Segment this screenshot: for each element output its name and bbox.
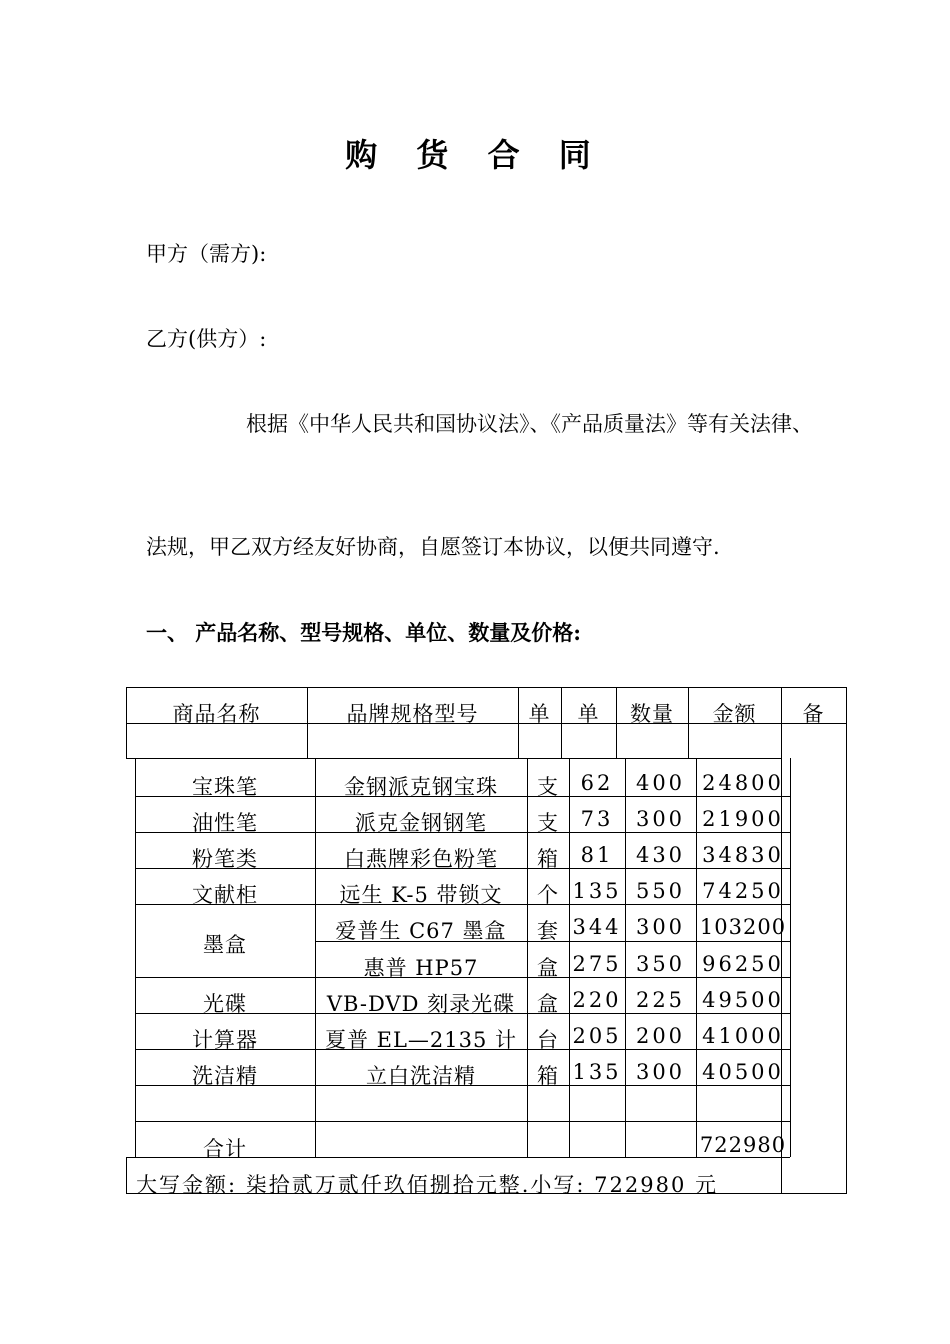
table-cell-name: 粉笔类	[192, 847, 258, 871]
table-cell-spec: 远生 K-5 带锁文	[339, 883, 503, 907]
table-cell-spec: 爱普生 C67 墨盒	[335, 919, 507, 943]
table-cell-amount: 96250	[702, 952, 784, 976]
table-cell-spec: 白燕牌彩色粉笔	[344, 847, 498, 871]
table-border	[126, 1157, 127, 1193]
table-cell-qty: 430	[635, 843, 686, 867]
table-cell-amount: 103200	[699, 915, 787, 939]
table-border	[126, 758, 782, 759]
table-border	[846, 687, 847, 1194]
table-cell-unit: 个	[537, 883, 559, 907]
header-unit: 单	[528, 702, 551, 726]
table-cell-unit: 箱	[537, 847, 559, 871]
table-cell-amount: 41000	[702, 1024, 784, 1048]
table-cell-price: 205	[572, 1024, 622, 1048]
table-cell-spec: 立白洗洁精	[366, 1064, 476, 1088]
table-cell-qty: 350	[635, 952, 686, 976]
table-cell-price: 220	[572, 988, 622, 1012]
header-qty: 数量	[630, 702, 674, 726]
table-cell-price: 73	[580, 807, 614, 831]
table-cell-qty: 200	[635, 1024, 686, 1048]
table-cell-price: 344	[572, 915, 622, 939]
table-cell-name: 文献柜	[192, 883, 258, 907]
total-amount: 722980	[699, 1133, 787, 1157]
table-cell-amount: 49500	[702, 988, 784, 1012]
table-cell-amount: 34830	[702, 843, 784, 867]
table-cell-amount: 21900	[702, 807, 784, 831]
table-cell-qty: 300	[635, 1060, 686, 1084]
table-border	[135, 1121, 790, 1122]
table-cell-amount: 40500	[702, 1060, 784, 1084]
table-cell-unit: 盒	[537, 956, 559, 980]
table-cell-price: 81	[580, 843, 614, 867]
table-cell-name: 洗洁精	[192, 1064, 258, 1088]
table-cell-spec: 惠普 HP57	[363, 956, 479, 980]
table-cell-spec: VB-DVD 刻录光碟	[326, 992, 516, 1016]
total-label: 合计	[203, 1137, 247, 1161]
header-name: 商品名称	[172, 702, 261, 726]
table-border	[790, 758, 791, 1157]
header-remark: 备	[802, 702, 825, 726]
amount-in-words: 大写金额: 柒拾贰万贰仟玖佰捌拾元整.小写: 722980 元	[136, 1173, 719, 1197]
table-cell-price: 135	[572, 1060, 622, 1084]
table-cell-unit: 箱	[537, 1064, 559, 1088]
section-1-heading: 一、 产品名称、型号规格、单位、数量及价格:	[146, 620, 582, 645]
header-amount: 金额	[712, 702, 757, 726]
table-cell-unit: 支	[537, 775, 559, 799]
table-cell-unit: 盒	[537, 992, 559, 1016]
table-cell-spec: 夏普 EL—2135 计	[324, 1028, 518, 1052]
table-cell-price: 62	[580, 771, 614, 795]
table-cell-spec: 派克金钢钢笔	[355, 811, 487, 835]
table-cell-amount: 74250	[702, 879, 784, 903]
table-cell-name: 墨盒	[203, 933, 247, 957]
table-cell-qty: 400	[635, 771, 686, 795]
table-cell-qty: 225	[635, 988, 686, 1012]
table-cell-price: 135	[572, 879, 622, 903]
table-cell-amount: 24800	[702, 771, 784, 795]
table-cell-name: 光碟	[203, 992, 247, 1016]
table-cell-qty: 300	[635, 807, 686, 831]
page-title: 购 货 合 同	[345, 136, 605, 174]
table-cell-name: 油性笔	[192, 811, 258, 835]
preamble-line-1: 根据《中华人民共和国协议法》、《产品质量法》等有关法律、	[246, 412, 813, 436]
party-a-label: 甲方（需方):	[146, 242, 267, 266]
table-cell-qty: 300	[635, 915, 686, 939]
header-spec: 品牌规格型号	[346, 702, 479, 726]
preamble-line-2: 法规，甲乙双方经友好协商，自愿签订本协议，以便共同遵守.	[146, 535, 720, 559]
party-b-label: 乙方(供方）:	[146, 327, 267, 351]
table-cell-name: 宝珠笔	[192, 775, 258, 799]
table-cell-name: 计算器	[192, 1028, 258, 1052]
table-cell-price: 275	[572, 952, 622, 976]
table-border-top	[126, 687, 847, 688]
table-cell-qty: 550	[635, 879, 686, 903]
table-cell-unit: 支	[537, 811, 559, 835]
table-cell-unit: 套	[537, 919, 559, 943]
table-cell-spec: 金钢派克钢宝珠	[344, 775, 498, 799]
table-cell-unit: 台	[537, 1028, 559, 1052]
header-price: 单	[577, 702, 600, 726]
